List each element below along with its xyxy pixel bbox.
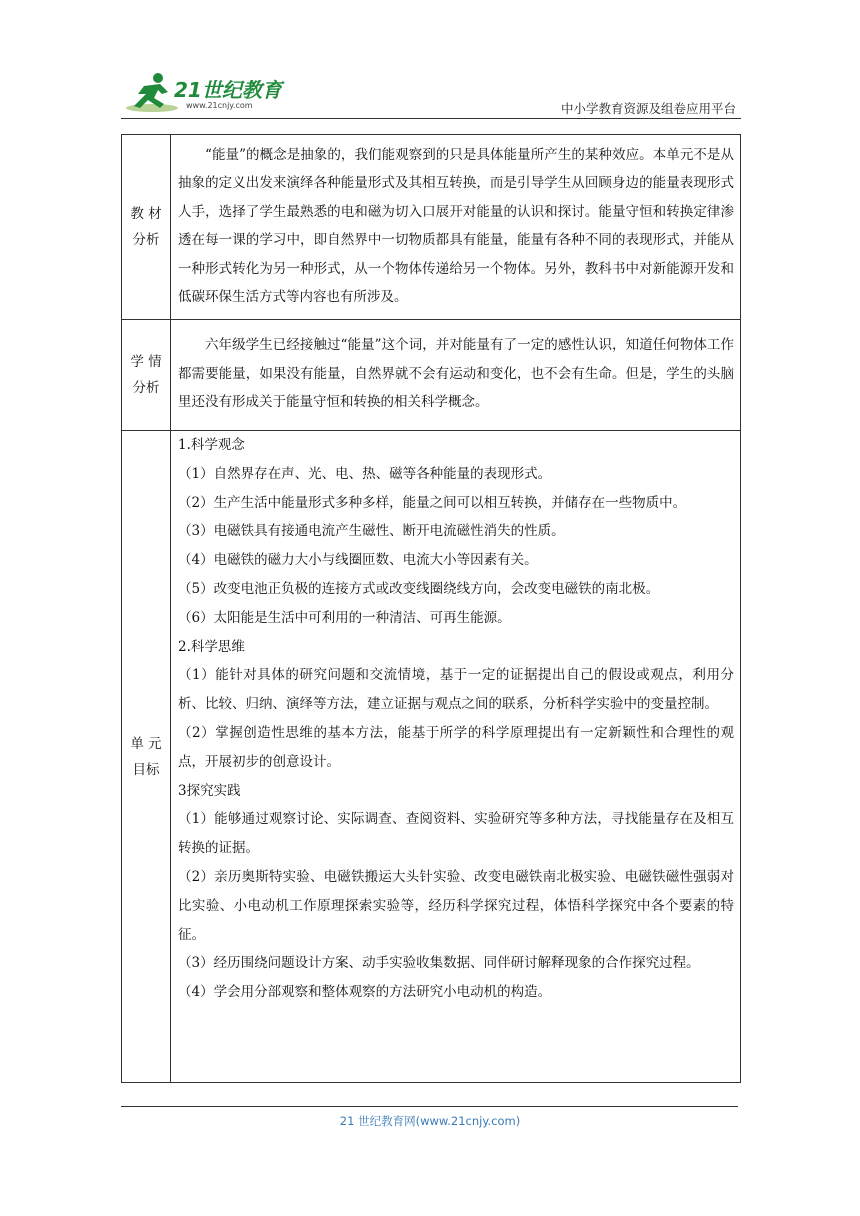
row-label: 学 情 分析 — [122, 320, 171, 431]
table-row — [122, 431, 741, 1083]
table-row — [122, 135, 741, 320]
paragraph: “能量”的概念是抽象的，我们能观察到的只是具体能量所产生的某种效应。本单元不是从抽象的定义出发来演绎各种能量形式及其相互转换，而是引导学生从回顾身边的能量表现形式人手，选择了学生最熟悉的电和磁为切入口展开对能量的认识和探讨。能量守恒和转换定律渗透在每一课的学习中，即自然界中一切物质都具有能量，能量有各种不同的表现形式，并能从一种形式转化为另一种形式，从一个物体传递给另一个物体。另外，教科书中对新能源开发和低碳环保生活方式等内容也有所涉及。 — [178, 146, 734, 305]
student-analysis — [171, 320, 741, 431]
row-label: 单 元 目标 — [122, 431, 171, 1083]
goal-item: （4）电磁铁的磁力大小与线圈匝数、电流大小等因素有关。 — [178, 552, 538, 569]
goal-heading: 3探究实践 — [178, 782, 241, 799]
footer-link[interactable]: 21 世纪教育网(www.21cnjy.com) — [339, 1114, 521, 1128]
paragraph: 六年级学生已经接触过“能量”这个词，并对能量有了一定的感性认识，知道任何物体工作都需要能量，如果没有能量，自然界就不会有运动和变化，也不会有生命。但是，学生的头脑里还没有形成关于能量守恒和转换的相关科学概念。 — [178, 337, 734, 411]
goal-item: （4）学会用分部观察和整体观察的方法研究小电动机的构造。 — [178, 984, 552, 1001]
goal-item: （1）自然界存在声、光、电、热、磁等各种能量的表现形式。 — [178, 465, 552, 482]
header-divider — [121, 118, 741, 119]
footer-divider — [121, 1106, 738, 1107]
row-label: 教 材 分析 — [122, 135, 171, 320]
page-header — [0, 0, 860, 122]
goal-heading: 2.科学思维 — [178, 638, 245, 655]
unit-goals — [171, 431, 741, 1083]
goal-item: （5）改变电池正负极的连接方式或改变线圈绕线方向，会改变电磁铁的南北极。 — [178, 580, 660, 597]
goal-item: （2）生产生活中能量形式多种多样，能量之间可以相互转换，并储存在一些物质中。 — [178, 494, 687, 511]
textbook-analysis — [171, 135, 741, 320]
table-row — [122, 320, 741, 431]
goal-item: （2）亲历奥斯特实验、电磁铁搬运大头针实验、改变电磁铁南北极实验、电磁铁磁性强弱对比实验、小电动机工作原理探索实验等，经历科学探究过程，体悟科学探究中各个要素的特征。 — [178, 868, 734, 943]
goal-item: （3）经历围绕问题设计方案、动手实验收集数据、同伴研讨解释现象的合作探究过程。 — [178, 955, 700, 972]
goal-heading: 1.科学观念 — [178, 437, 245, 453]
goal-item: （1）能够通过观察讨论、实际调查、查阅资料、实验研究等多种方法，寻找能量存在及相互转换的证据。 — [178, 811, 734, 857]
goal-item: （2）掌握创造性思维的基本方法，能基于所学的科学原理提出有一定新颖性和合理性的观点，开展初步的创意设计。 — [178, 724, 734, 770]
platform-title: 中小学教育资源及组卷应用平台 — [560, 101, 736, 116]
goal-item: （1）能针对具体的研究问题和交流情境，基于一定的证据提出自己的假设或观点，利用分析、比较、归纳、演绎等方法，建立证据与观点之间的联系，分析科学实验中的变量控制。 — [178, 667, 734, 713]
lesson-table — [121, 134, 741, 1083]
logo-text: 21世纪教育 — [174, 78, 282, 102]
goal-item: （3）电磁铁具有接通电流产生磁性、断开电流磁性消失的性质。 — [178, 523, 565, 540]
logo-url: www.21cnjy.com — [186, 101, 253, 110]
goal-item: （6）太阳能是生活中可利用的一种清洁、可再生能源。 — [178, 609, 511, 626]
